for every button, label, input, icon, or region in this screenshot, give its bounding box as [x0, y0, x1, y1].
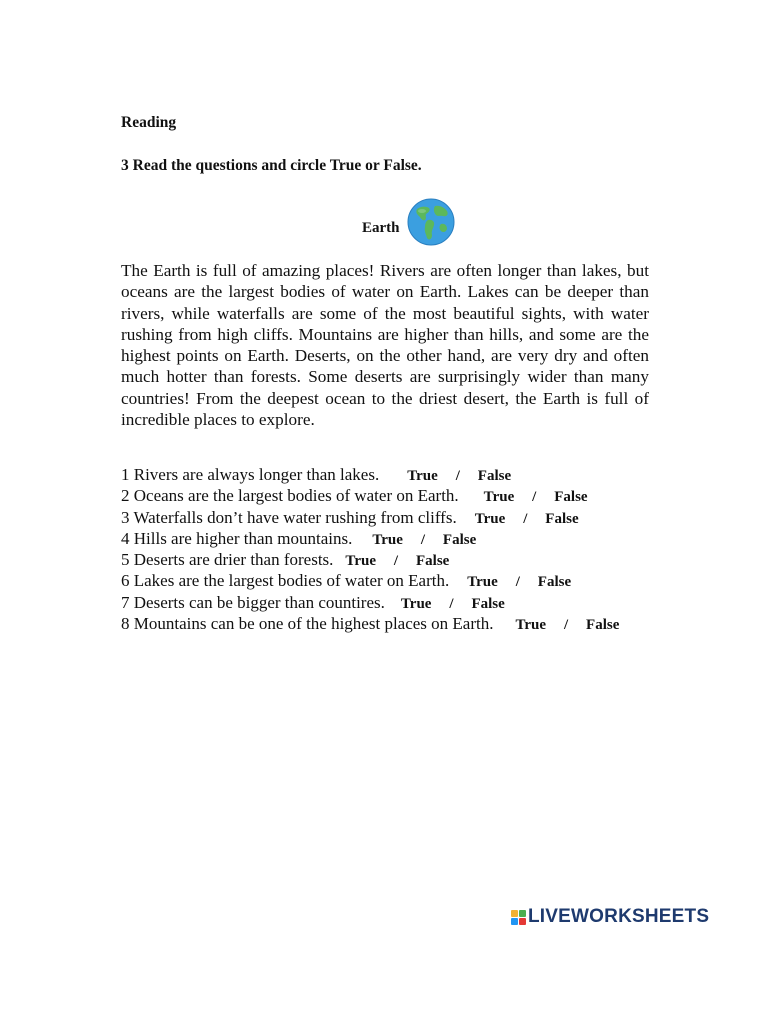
true-option[interactable]: True [515, 617, 547, 634]
true-option[interactable]: True [372, 531, 403, 548]
question-row [121, 507, 721, 528]
section-label: Reading [121, 114, 177, 131]
answer-options [401, 594, 505, 615]
passage-title-text: Earth [362, 220, 400, 236]
answer-options [372, 530, 476, 551]
question-text: 5 Deserts are drier than forests. [121, 550, 334, 570]
false-option[interactable]: False [477, 468, 512, 484]
liveworksheets-logo [511, 906, 709, 928]
true-option[interactable]: True [345, 553, 376, 570]
option-separator: / [515, 574, 520, 591]
question-row [121, 549, 721, 570]
question-row [121, 485, 721, 506]
true-option[interactable]: True [407, 468, 438, 484]
false-option[interactable]: False [537, 574, 572, 591]
option-separator: / [455, 468, 460, 484]
option-separator: / [420, 531, 425, 548]
question-row [121, 592, 721, 613]
true-option[interactable]: True [400, 595, 432, 612]
question-text: 4 Hills are higher than mountains. [121, 528, 353, 548]
false-option[interactable]: False [415, 553, 450, 570]
option-separator: / [393, 553, 399, 570]
question-row [121, 570, 721, 591]
false-option[interactable]: False [471, 595, 505, 612]
globe-icon [407, 198, 455, 246]
true-option[interactable]: True [474, 510, 506, 527]
logo-text: LIVEWORKSHEETS [528, 906, 710, 927]
option-separator: / [449, 595, 454, 612]
question-list [121, 464, 721, 634]
false-option[interactable]: False [586, 617, 620, 634]
question-row [121, 464, 721, 485]
answer-options [515, 615, 619, 636]
false-option[interactable]: False [545, 510, 579, 527]
answer-options [345, 551, 449, 572]
false-option[interactable]: False [442, 531, 477, 548]
question-text: 7 Deserts can be bigger than countires. [121, 592, 385, 612]
question-text: 2 Oceans are the largest bodies of water on Earth. [121, 486, 459, 506]
question-text: 8 Mountains can be one of the highest places on Earth. [121, 614, 494, 634]
answer-options [475, 509, 579, 530]
question-text: 3 Waterfalls don’t have water rushing from cliffs. [121, 507, 457, 527]
false-option[interactable]: False [554, 489, 588, 506]
answer-options [407, 466, 511, 487]
instruction-text: 3 Read the questions and circle True or False. [121, 157, 422, 174]
option-separator: / [532, 489, 537, 506]
question-text: 6 Lakes are the largest bodies of water on Earth. [121, 571, 450, 591]
logo-tiles-icon [511, 910, 526, 925]
question-row [121, 613, 721, 634]
answer-options [484, 487, 588, 508]
answer-options [467, 572, 571, 593]
option-separator: / [563, 617, 569, 634]
true-option[interactable]: True [467, 574, 498, 591]
question-row [121, 528, 721, 549]
reading-passage: The Earth is full of amazing places! Rivers are often longer than lakes, but oceans are the largest bodies of water on Earth. Lakes can be deeper than rivers, while waterfalls are some of the most beautiful sights, with water rushing from high cliffs. Mountains are higher than hills, and some are the highest points on Earth. Deserts, on the other hand, are very dry and often much hotter than forests. Some deserts are surprisingly wider than many countries! From the deepest ocean to the driest desert, the Earth is full of incredible places to explore. [121, 261, 649, 430]
question-text: 1 Rivers are always longer than lakes. [121, 465, 380, 484]
true-option[interactable]: True [483, 489, 515, 506]
option-separator: / [523, 510, 528, 527]
